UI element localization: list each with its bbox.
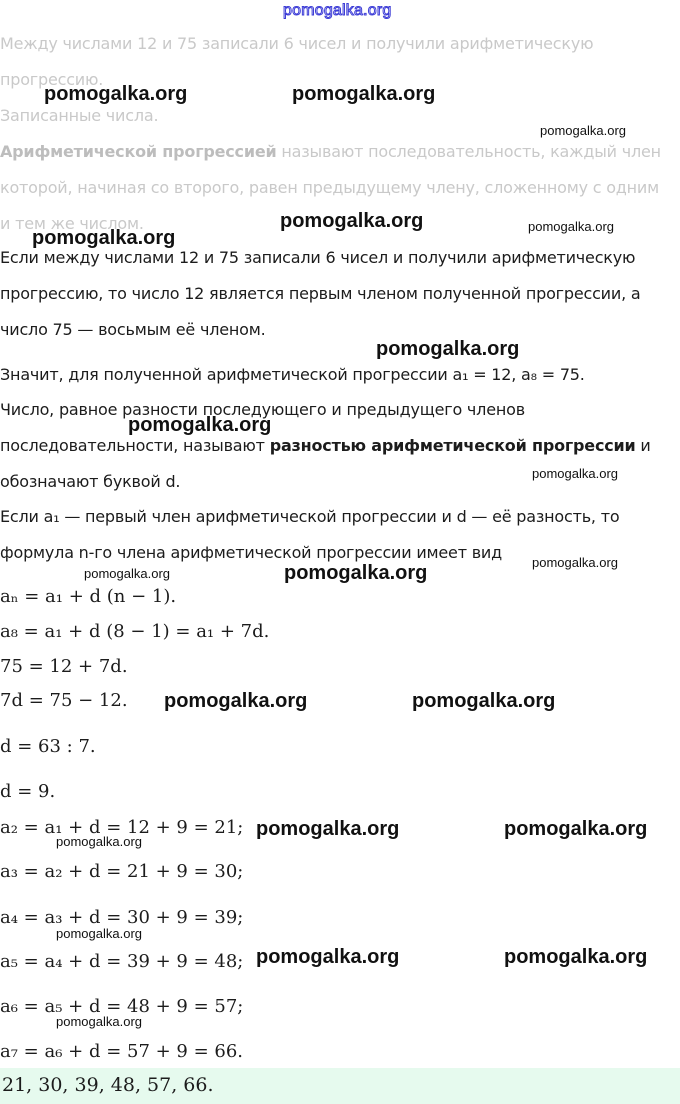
watermark: pomogalka.org bbox=[412, 690, 556, 712]
paragraph-4-line-1: Если a₁ — первый член арифметической прогрессии и d — её разность, то bbox=[0, 507, 620, 526]
watermark: pomogalka.org bbox=[56, 834, 142, 849]
paragraph-3-line-3: обозначают буквой d. bbox=[0, 472, 181, 491]
watermark: pomogalka.org bbox=[256, 946, 400, 968]
watermark: pomogalka.org bbox=[376, 338, 520, 360]
watermark: pomogalka.org bbox=[84, 566, 170, 581]
definition-line-2: которой, начиная со второго, равен предыдущему члену, сложенному с одним bbox=[0, 178, 659, 197]
paragraph-3-line-2 bbox=[0, 436, 651, 455]
watermark: pomogalka.org bbox=[504, 818, 648, 840]
watermark: pomogalka.org bbox=[56, 926, 142, 941]
definition-line-1 bbox=[0, 142, 661, 161]
equation-a8: a₈ = a₁ + d (8 − 1) = a₁ + 7d. bbox=[0, 621, 270, 642]
equation-7d: 7d = 75 − 12. bbox=[0, 690, 128, 711]
equation-a6: a₆ = a₅ + d = 48 + 9 = 57; bbox=[0, 996, 244, 1017]
equation-substitution: 75 = 12 + 7d. bbox=[0, 656, 128, 677]
paragraph-2: Значит, для полученной арифметической прогрессии a₁ = 12, a₈ = 75. bbox=[0, 365, 585, 384]
watermark: pomogalka.org bbox=[256, 818, 400, 840]
watermark: pomogalka.org bbox=[532, 555, 618, 570]
intro-line-1: Между числами 12 и 75 записали 6 чисел и получили арифметическую bbox=[0, 34, 594, 53]
intro-line-2: прогрессию. bbox=[0, 70, 104, 89]
paragraph-1-line-1: Если между числами 12 и 75 записали 6 чисел и получили арифметическую bbox=[0, 248, 636, 267]
intro-line-3: Записанные числа. bbox=[0, 106, 159, 125]
site-logo[interactable]: pomogalka.org bbox=[283, 2, 392, 19]
equation-a7: a₇ = a₆ + d = 57 + 9 = 66. bbox=[0, 1041, 244, 1062]
definition-term: Арифметической прогрессией bbox=[0, 142, 277, 161]
paragraph-1-line-2: прогрессию, то число 12 является первым членом полученной прогрессии, а bbox=[0, 284, 641, 303]
equation-a4: a₄ = a₃ + d = 30 + 9 = 39; bbox=[0, 907, 244, 928]
watermark: pomogalka.org bbox=[280, 210, 424, 232]
definition-line-3: и тем же числом. bbox=[0, 214, 144, 233]
watermark: pomogalka.org bbox=[504, 946, 648, 968]
answer-text: 21, 30, 39, 48, 57, 66. bbox=[2, 1074, 214, 1096]
watermark: pomogalka.org bbox=[540, 123, 626, 138]
watermark: pomogalka.org bbox=[32, 227, 176, 249]
answer-box bbox=[0, 1068, 680, 1104]
watermark: pomogalka.org bbox=[284, 562, 428, 584]
watermark: pomogalka.org bbox=[528, 219, 614, 234]
equation-d-division: d = 63 : 7. bbox=[0, 736, 96, 757]
difference-term: разностью арифметической прогрессии bbox=[269, 436, 636, 455]
equation-a3: a₃ = a₂ + d = 21 + 9 = 30; bbox=[0, 861, 244, 882]
watermark: pomogalka.org bbox=[164, 690, 308, 712]
watermark: pomogalka.org bbox=[532, 466, 618, 481]
equation-a5: a₅ = a₄ + d = 39 + 9 = 48; bbox=[0, 951, 244, 972]
watermark: pomogalka.org bbox=[292, 83, 436, 105]
paragraph-1-line-3: число 75 — восьмым её членом. bbox=[0, 320, 266, 339]
equation-a2: a₂ = a₁ + d = 12 + 9 = 21; bbox=[0, 817, 244, 838]
watermark: pomogalka.org bbox=[56, 1014, 142, 1029]
watermark: pomogalka.org bbox=[128, 414, 272, 436]
paragraph-3-tail: и bbox=[635, 436, 651, 455]
paragraph-3-text: последовательности, называют bbox=[0, 436, 270, 455]
paragraph-3-line-1: Число, равное разности последующего и предыдущего членов bbox=[0, 400, 525, 419]
watermark: pomogalka.org bbox=[44, 83, 188, 105]
definition-text: называют последовательность, каждый член bbox=[276, 142, 661, 161]
equation-nth-term: aₙ = a₁ + d (n − 1). bbox=[0, 586, 177, 607]
paragraph-4-line-2: формула n-го члена арифметической прогрессии имеет вид bbox=[0, 543, 502, 562]
equation-d-value: d = 9. bbox=[0, 781, 56, 802]
